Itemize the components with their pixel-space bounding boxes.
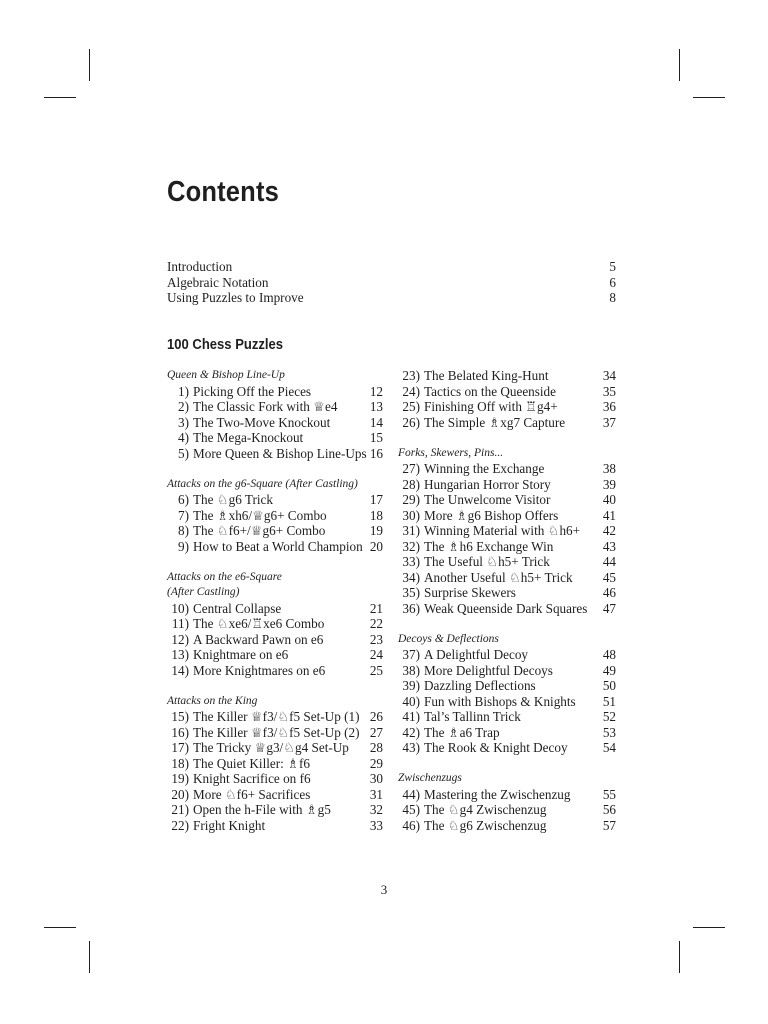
toc-entry-page: 14: [369, 414, 383, 430]
toc-entry: [167, 756, 383, 772]
toc-entry: [398, 709, 616, 725]
toc-entry: [398, 585, 616, 601]
toc-entry-page: 29: [369, 755, 383, 771]
toc-entry: [167, 818, 383, 834]
intro-item: [167, 259, 616, 275]
toc-entry-title: The Tricky ♕g3/♘g4 Set-Up: [193, 740, 349, 755]
crop-mark-top-left-horizontal: [44, 97, 76, 98]
toc-entry-title: Dazzling Deflections: [424, 678, 536, 693]
toc-entry-title: The Classic Fork with ♕e4: [193, 399, 338, 414]
toc-entry-number: 4): [178, 430, 189, 445]
toc-entry-number: 25): [402, 399, 420, 414]
toc-entry-title: More Queen & Bishop Line-Ups: [193, 445, 367, 461]
toc-entry-number: 28): [402, 476, 420, 492]
toc-entry: [398, 570, 616, 586]
toc-entry-number: 1): [178, 383, 189, 399]
toc-entry-title: The ♘g4 Zwischenzug: [424, 802, 547, 817]
toc-entry-page: 37: [602, 414, 616, 430]
toc-entry-title: Tactics on the Queenside: [424, 383, 557, 399]
subsection-heading: Attacks on the King: [167, 694, 258, 707]
toc-entry-page: 33: [369, 817, 383, 833]
spacer: [398, 430, 616, 446]
toc-entry-number: 23): [402, 368, 420, 383]
toc-entry-title: Tal’s Tallinn Trick: [424, 709, 521, 724]
subsection-heading: Attacks on the g6-Square (After Castling): [167, 477, 358, 490]
toc-entry-page: 40: [602, 492, 616, 507]
intro-item: [167, 275, 616, 291]
toc-entry-number: 35): [402, 585, 420, 600]
subsection-heading: Zwischenzugs: [398, 772, 462, 784]
toc-entry-page: 43: [602, 538, 616, 554]
toc-entry-title: Open the h-File with ♗g5: [193, 802, 331, 817]
toc-entry-number: 14): [171, 662, 189, 678]
toc-entry-page: 21: [369, 600, 383, 616]
spacer: [398, 616, 616, 632]
intro-item: [167, 290, 616, 306]
crop-mark-top-right-horizontal: [693, 97, 725, 98]
subsection-heading: Queen & Bishop Line-Up: [167, 369, 285, 381]
intro-item-page: 8: [609, 290, 616, 305]
toc-entry-page: 55: [602, 786, 616, 802]
toc-entry-page: 15: [369, 430, 383, 445]
toc-entry-page: 42: [602, 523, 616, 538]
crop-mark-bottom-left-vertical: [89, 941, 90, 973]
toc-entry: [398, 508, 616, 524]
toc-entry-page: 27: [369, 724, 383, 740]
toc-entry-number: 20): [171, 786, 189, 802]
toc-entry-page: 28: [369, 740, 383, 755]
toc-entry-page: 34: [602, 368, 616, 383]
toc-entry: [398, 477, 616, 493]
toc-entry-number: 46): [402, 817, 420, 833]
toc-entry: [398, 740, 616, 756]
toc-entry: [167, 709, 383, 725]
crop-mark-bottom-left-horizontal: [44, 927, 76, 928]
toc-entry-title: The Quiet Killer: ♗f6: [193, 755, 310, 771]
toc-entry: [398, 663, 616, 679]
toc-entry-number: 37): [402, 647, 420, 662]
toc-entry: [398, 694, 616, 710]
toc-entry-title: The ♘xe6/♖xe6 Combo: [193, 616, 325, 631]
toc-entry: [398, 523, 616, 539]
toc-entry-number: 21): [171, 802, 189, 817]
toc-entry-title: More Knightmares on e6: [193, 662, 326, 678]
toc-entry-page: 24: [369, 647, 383, 662]
toc-entry: [167, 399, 383, 415]
toc-entry-number: 15): [171, 709, 189, 724]
toc-entry-title: The Killer ♕f3/♘f5 Set-Up (2): [193, 724, 360, 740]
spacer: [167, 461, 383, 477]
toc-entry-number: 39): [402, 678, 420, 693]
subsection-heading: (After Castling): [167, 586, 240, 598]
toc-entry-title: The Belated King-Hunt: [424, 368, 549, 383]
toc-entry-page: 57: [602, 817, 616, 833]
toc-entry: [398, 399, 616, 415]
intro-item-page: 5: [609, 259, 616, 274]
toc-entry-number: 2): [178, 399, 189, 414]
toc-entry: [167, 632, 383, 648]
toc-entry-page: 54: [602, 740, 616, 755]
toc-entry-title: The ♘g6 Trick: [193, 492, 273, 507]
toc-entry: [167, 415, 383, 431]
toc-entry-number: 40): [402, 693, 420, 709]
spacer: [167, 554, 383, 570]
toc-entry-number: 44): [402, 786, 420, 802]
toc-entry-title: Hungarian Horror Story: [424, 476, 551, 492]
toc-entry-title: The Simple ♗xg7 Capture: [424, 414, 566, 430]
toc-entry-title: Knight Sacrifice on f6: [193, 771, 311, 786]
toc-entry-page: 18: [369, 507, 383, 523]
toc-entry-title: A Delightful Decoy: [424, 647, 529, 662]
toc-entry-page: 19: [369, 523, 383, 538]
toc-entry-page: 44: [602, 554, 616, 569]
toc-entry: [398, 492, 616, 508]
toc-entry-page: 52: [602, 709, 616, 724]
toc-entry-number: 18): [171, 755, 189, 771]
toc-entry-title: Weak Queenside Dark Squares: [424, 600, 588, 616]
toc-entry-number: 16): [171, 724, 189, 740]
toc-entry: [167, 446, 383, 462]
toc-entry-number: 43): [402, 740, 420, 755]
toc-entry-number: 29): [402, 492, 420, 507]
toc-column-right: [398, 368, 616, 833]
toc-entry-page: 39: [602, 476, 616, 492]
toc-entry-title: A Backward Pawn on e6: [193, 631, 324, 647]
toc-entry-title: Fright Knight: [193, 817, 266, 833]
toc-entry-number: 5): [178, 445, 189, 461]
toc-entry: [167, 740, 383, 756]
toc-entry-number: 13): [171, 647, 189, 662]
toc-entry: [398, 678, 616, 694]
toc-entry: [167, 725, 383, 741]
intro-list: [167, 259, 616, 306]
toc-entry-number: 17): [171, 740, 189, 755]
toc-entry: [398, 384, 616, 400]
toc-entry-number: 6): [178, 492, 189, 507]
toc-entry-number: 45): [402, 802, 420, 817]
toc-entry-page: 47: [602, 600, 616, 616]
toc-entry-title: Surprise Skewers: [424, 585, 516, 600]
toc-entry-title: More Delightful Decoys: [424, 662, 553, 678]
toc-entry-title: Picking Off the Pieces: [193, 383, 312, 399]
toc-entry-number: 19): [171, 771, 189, 786]
toc-entry-title: How to Beat a World Champion: [193, 538, 363, 554]
toc-entry-number: 30): [402, 507, 420, 523]
toc-entry-page: 36: [602, 399, 616, 414]
toc-entry-title: Another Useful ♘h5+ Trick: [424, 569, 573, 585]
toc-entry-page: 56: [602, 802, 616, 817]
toc-entry-title: The Useful ♘h5+ Trick: [424, 554, 550, 569]
toc-entry-number: 42): [402, 724, 420, 740]
toc-entry-title: The Unwelcome Visitor: [424, 492, 551, 507]
toc-entry: [167, 802, 383, 818]
toc-column-left: [167, 368, 383, 833]
toc-entry: [398, 554, 616, 570]
toc-entry: [167, 647, 383, 663]
toc-entry-title: The Rook & Knight Decoy: [424, 740, 568, 755]
toc-entry: [167, 663, 383, 679]
crop-mark-bottom-right-vertical: [679, 941, 680, 973]
toc-entry-title: Finishing Off with ♖g4+: [424, 399, 558, 414]
toc-entry-page: 46: [602, 585, 616, 600]
toc-entry-title: Knightmare on e6: [193, 647, 289, 662]
toc-entry-page: 13: [369, 399, 383, 414]
crop-mark-top-left-vertical: [89, 49, 90, 81]
toc-entry-number: 10): [171, 600, 189, 616]
toc-entry: [167, 539, 383, 555]
toc-entry: [167, 523, 383, 539]
toc-entry-number: 38): [402, 662, 420, 678]
toc-entry-page: 51: [602, 693, 616, 709]
toc-entry-number: 11): [171, 616, 189, 631]
toc-entry-number: 36): [402, 600, 420, 616]
toc-entry: [167, 601, 383, 617]
toc-entry-title: The Two-Move Knockout: [193, 414, 331, 430]
toc-entry: [398, 368, 616, 384]
toc-entry-title: The ♗h6 Exchange Win: [424, 538, 554, 554]
toc-entry-page: 17: [369, 492, 383, 507]
page-number: 3: [380, 882, 388, 897]
toc-entry: [167, 787, 383, 803]
toc-entry-page: 22: [369, 616, 383, 631]
intro-item-label: Using Puzzles to Improve: [167, 290, 304, 305]
toc-entry-title: The ♗a6 Trap: [424, 724, 500, 740]
toc-entry-page: 25: [369, 662, 383, 678]
subsection-heading: Attacks on the e6-Square: [167, 570, 282, 583]
toc-entry-page: 45: [602, 569, 616, 585]
toc-entry-number: 8): [178, 523, 189, 538]
toc-entry-title: The ♘g6 Zwischenzug: [424, 817, 547, 833]
toc-entry-number: 9): [178, 538, 189, 554]
toc-entry-title: More ♘f6+ Sacrifices: [193, 786, 311, 802]
page-title: Contents: [167, 176, 279, 208]
toc-entry: [398, 818, 616, 834]
subsection-heading: Forks, Skewers, Pins...: [398, 446, 504, 459]
toc-entry-number: 31): [402, 523, 420, 538]
toc-entry: [398, 802, 616, 818]
spacer: [167, 678, 383, 694]
toc-entry-title: Fun with Bishops & Knights: [424, 693, 576, 709]
toc-entry: [398, 787, 616, 803]
toc-entry-number: 33): [402, 554, 420, 569]
toc-entry-title: The Killer ♕f3/♘f5 Set-Up (1): [193, 709, 360, 724]
toc-entry-page: 31: [369, 786, 383, 802]
toc-entry-page: 20: [369, 538, 383, 554]
intro-item-label: Introduction: [167, 259, 233, 274]
intro-item-page: 6: [609, 274, 616, 290]
toc-entry-page: 16: [369, 445, 383, 461]
intro-item-label: Algebraic Notation: [167, 274, 269, 290]
toc-entry-number: 32): [402, 538, 420, 554]
toc-entry: [398, 601, 616, 617]
toc-entry-title: Mastering the Zwischenzug: [424, 786, 571, 802]
toc-entry: [167, 384, 383, 400]
toc-entry: [398, 415, 616, 431]
toc-entry-page: 12: [369, 383, 383, 399]
toc-entry-number: 12): [171, 631, 189, 647]
toc-entry-page: 30: [369, 771, 383, 786]
toc-entry-title: Winning the Exchange: [424, 461, 545, 476]
toc-entry: [167, 508, 383, 524]
toc-entry-page: 38: [602, 461, 616, 476]
toc-entry-page: 50: [602, 678, 616, 693]
subsection-heading: Decoys & Deflections: [398, 632, 499, 645]
toc-entry-page: 49: [602, 662, 616, 678]
toc-entry: [398, 539, 616, 555]
toc-entry-number: 41): [402, 709, 420, 724]
toc-entry-title: The Mega-Knockout: [193, 430, 304, 445]
toc-entry-page: 32: [369, 802, 383, 817]
toc-entry-title: Central Collapse: [193, 600, 282, 616]
toc-entry-number: 27): [402, 461, 420, 476]
toc-entry-number: 26): [402, 414, 420, 430]
toc-entry-number: 22): [171, 817, 189, 833]
toc-entry: [398, 725, 616, 741]
toc-entry-page: 53: [602, 724, 616, 740]
toc-entry-title: Winning Material with ♘h6+: [424, 523, 581, 538]
toc-entry-page: 23: [369, 631, 383, 647]
toc-entry: [398, 647, 616, 663]
spacer: [398, 756, 616, 772]
section-heading: 100 Chess Puzzles: [167, 337, 284, 353]
toc-entry: [167, 616, 383, 632]
toc-entry: [167, 771, 383, 787]
toc-entry-number: 24): [402, 383, 420, 399]
crop-mark-bottom-right-horizontal: [693, 927, 725, 928]
toc-entry-number: 3): [178, 414, 189, 430]
toc-entry-page: 35: [602, 383, 616, 399]
toc-entry-title: The ♘f6+/♕g6+ Combo: [193, 523, 326, 538]
toc-entry-page: 41: [602, 507, 616, 523]
toc-entry: [167, 430, 383, 446]
toc-entry-title: More ♗g6 Bishop Offers: [424, 507, 559, 523]
toc-entry-number: 34): [402, 569, 420, 585]
crop-mark-top-right-vertical: [679, 49, 680, 81]
toc-entry-page: 48: [602, 647, 616, 662]
toc-entry: [167, 492, 383, 508]
toc-entry-page: 26: [369, 709, 383, 724]
toc-entry-title: The ♗xh6/♕g6+ Combo: [193, 507, 327, 523]
toc-entry-number: 7): [178, 507, 189, 523]
toc-entry: [398, 461, 616, 477]
